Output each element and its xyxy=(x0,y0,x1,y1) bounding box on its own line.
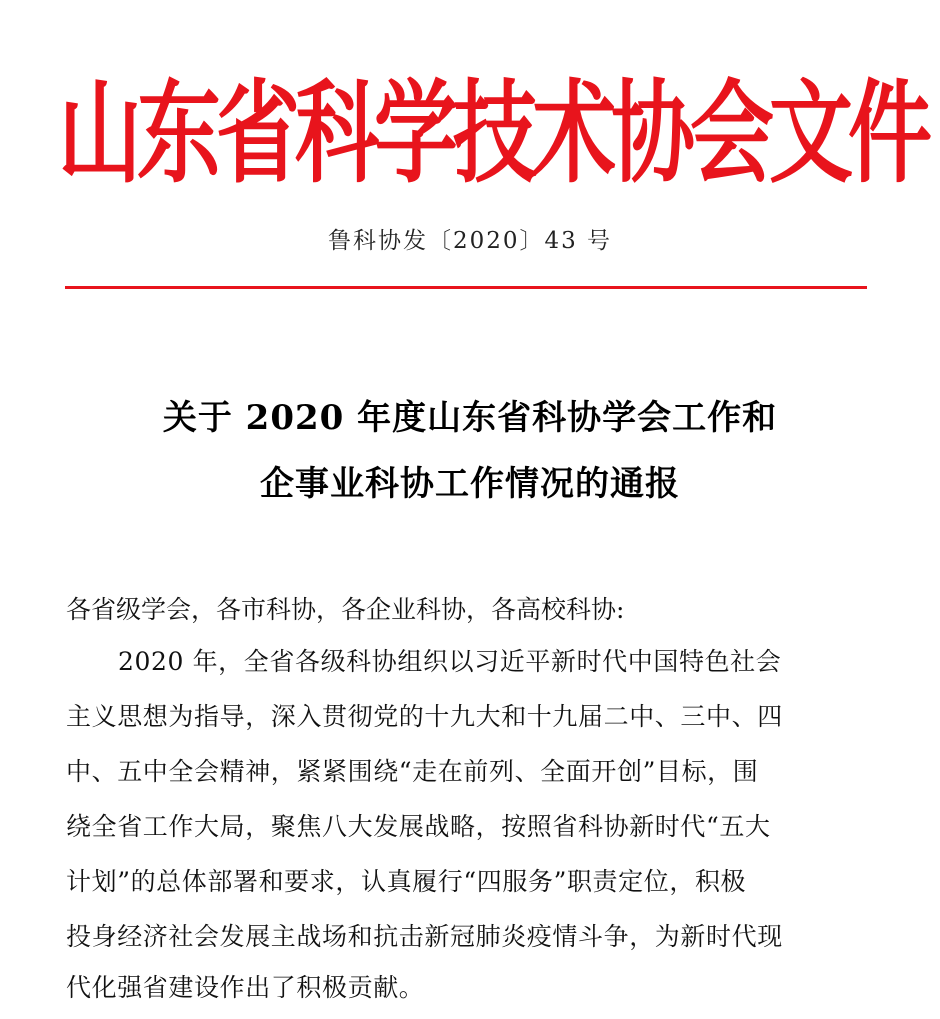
paragraph-line: 2020 年，全省各级科协组织以习近平新时代中国特色社会 xyxy=(118,647,782,676)
paragraph-line: 主义思想为指导，深入贯彻党的十九大和十九届二中、三中、四 xyxy=(66,702,783,731)
salutation: 各省级学会，各市科协，各企业科协，各高校科协: xyxy=(66,595,625,624)
paragraph-line: 代化强省建设作出了积极贡献。 xyxy=(66,973,425,1002)
paragraph-line: 投身经济社会发展主战场和抗击新冠肺炎疫情斗争，为新时代现 xyxy=(66,922,783,951)
document-title-line-1: 关于 2020 年度山东省科协学会工作和 xyxy=(162,398,778,438)
document-masthead: 山东省科学技术协会文件 xyxy=(58,68,928,198)
document-title-line-2: 企事业科协工作情况的通报 xyxy=(260,464,680,504)
paragraph-line: 计划”的总体部署和要求，认真履行“四服务”职责定位，积极 xyxy=(66,867,747,896)
red-divider-line xyxy=(65,286,867,289)
document-number: 鲁科协发〔2020〕43 号 xyxy=(327,228,613,254)
paragraph-line: 中、五中全会精神，紧紧围绕“走在前列、全面开创”目标，围 xyxy=(66,757,759,786)
paragraph-line: 绕全省工作大局，聚焦八大发展战略，按照省科协新时代“五大 xyxy=(66,812,771,841)
